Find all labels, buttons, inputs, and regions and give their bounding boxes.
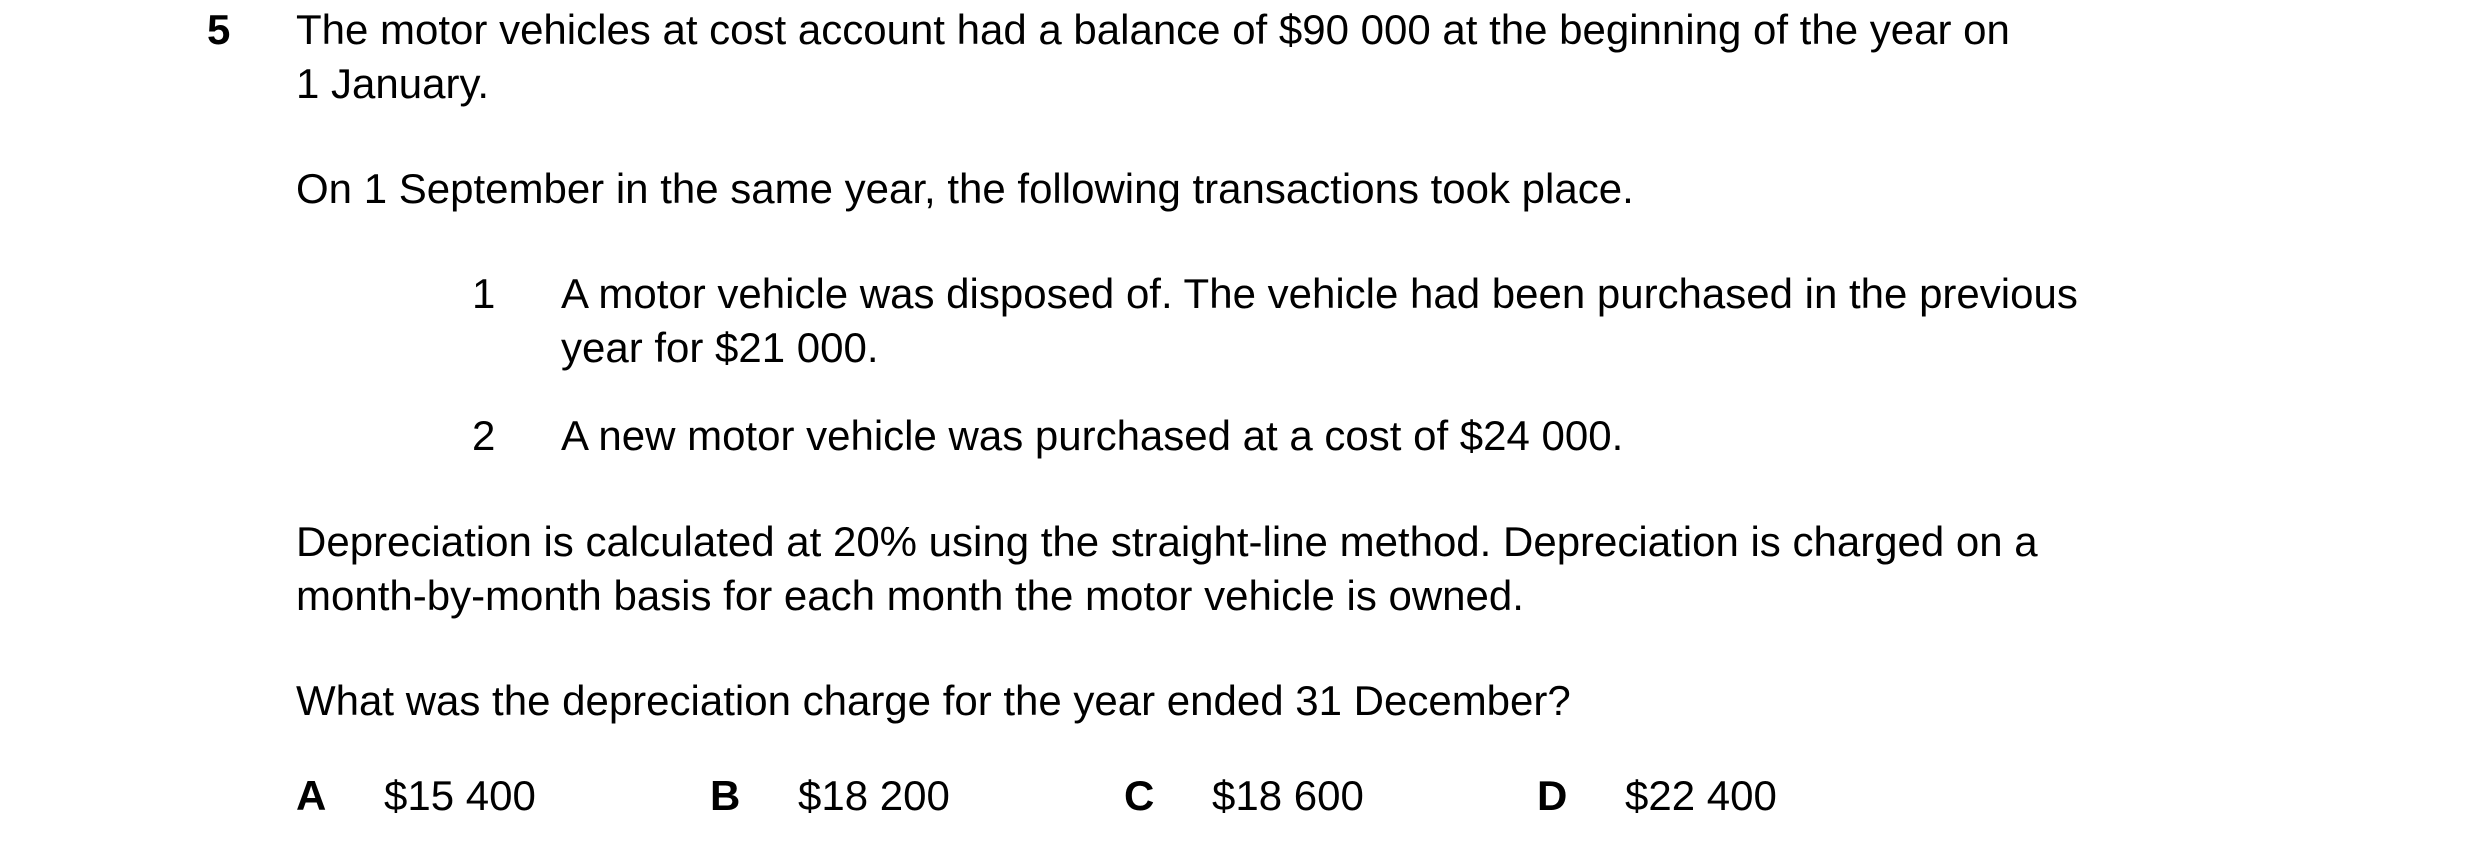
option-value: $22 400	[1625, 772, 1777, 819]
option-value: $18 200	[798, 772, 950, 819]
intro-line-1: The motor vehicles at cost account had a balance of $90 000 at the beginning of the year on	[296, 6, 2010, 53]
question-prompt: What was the depreciation charge for the year ended 31 December?	[296, 677, 1571, 724]
option-value: $18 600	[1212, 772, 1364, 819]
intro-line-2: 1 January.	[296, 60, 489, 107]
option-letter: D	[1537, 772, 1568, 819]
option-letter: B	[710, 772, 741, 819]
transactions-intro: On 1 September in the same year, the following transactions took place.	[296, 165, 1634, 212]
depreciation-line-1: Depreciation is calculated at 20% using the straight-line method. Depreciation is charged on a	[296, 518, 2038, 565]
transaction-text-line-1: A motor vehicle was disposed of. The vehicle had been purchased in the previous	[561, 270, 2078, 317]
transaction-text-line-1: A new motor vehicle was purchased at a cost of $24 000.	[561, 412, 1624, 459]
depreciation-line-2: month-by-month basis for each month the motor vehicle is owned.	[296, 572, 1524, 619]
option-value: $15 400	[384, 772, 536, 819]
option-letter: A	[296, 772, 327, 819]
option-letter: C	[1124, 772, 1155, 819]
transaction-number: 2	[472, 412, 496, 459]
transaction-number: 1	[472, 270, 496, 317]
transaction-text-line-2: year for $21 000.	[561, 324, 879, 371]
question-number: 5	[207, 6, 231, 53]
